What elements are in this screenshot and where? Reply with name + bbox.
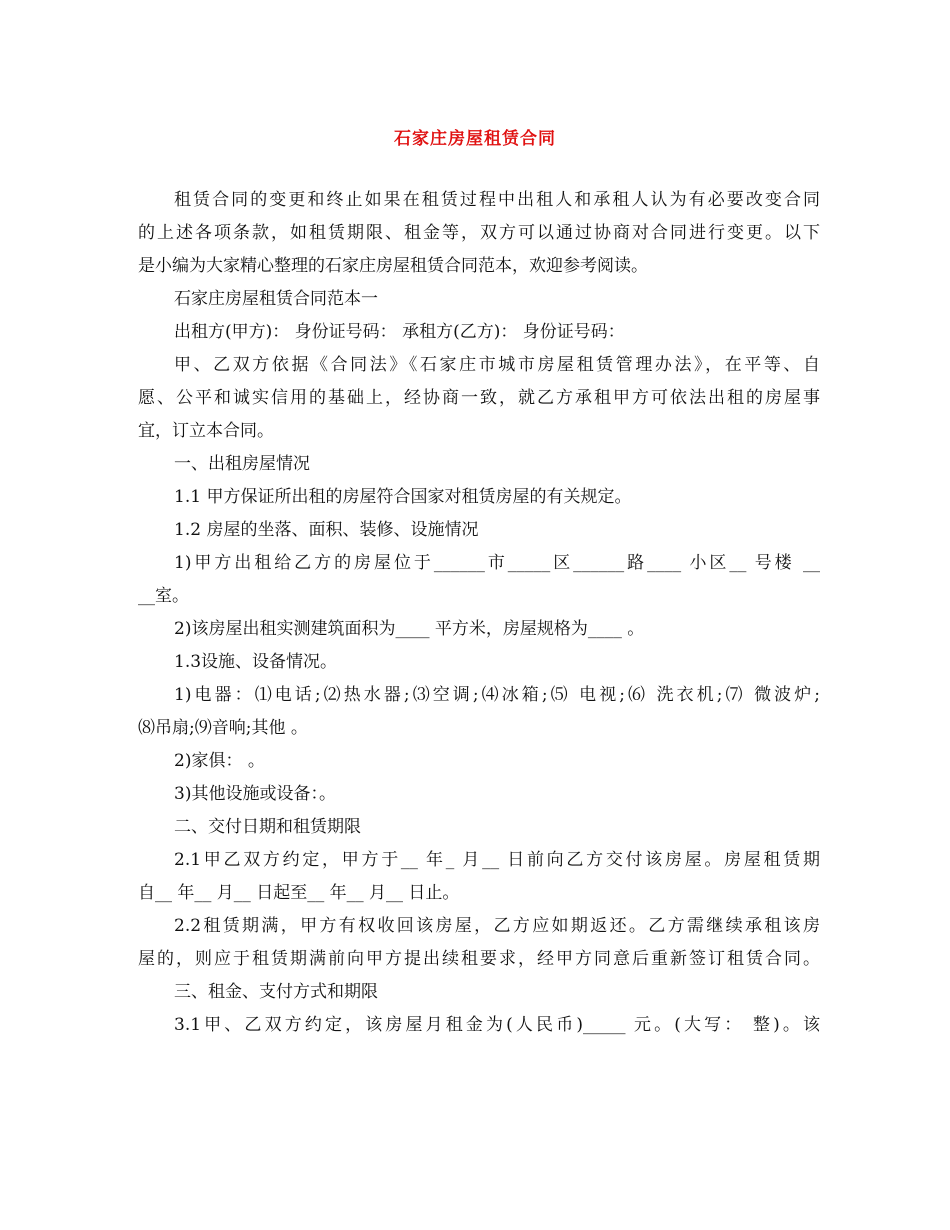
text-line: 租赁合同的变更和终止如果在租赁过程中出租人和承租人认为有必要改变合同 — [174, 190, 820, 210]
text-line: 是小编为大家精心整理的石家庄房屋租赁合同范本，欢迎参考阅读。 — [138, 256, 648, 276]
text-line: 2.2租赁期满，甲方有权收回该房屋，乙方应如期返还。乙方需继续承租该房 — [174, 916, 820, 936]
text-line: 2)该房屋出租实测建筑面积为____ 平方米，房屋规格为____ 。 — [174, 619, 645, 639]
text-line: 三、租金、支付方式和期限 — [174, 982, 378, 1002]
text-line: 2.1甲乙双方约定，甲方于__ 年_ 月__ 日前向乙方交付该房屋。房屋租赁期 — [174, 850, 820, 870]
text-line: 自__ 年__ 月__ 日起至__ 年__ 月__ 日止。 — [138, 883, 460, 903]
document-title: 石家庄房屋租赁合同 — [394, 129, 556, 149]
text-line: 愿、公平和诚实信用的基础上，经协商一致，就乙方承租甲方可依法出租的房屋事 — [138, 388, 820, 408]
text-line: 1)电器：⑴电话;⑵热水器;⑶空调;⑷冰箱;⑸ 电视;⑹ 洗衣机;⑺ 微波炉; — [174, 685, 820, 705]
document-body — [138, 184, 820, 1042]
text-line: 3)其他设施或设备：。 — [174, 784, 336, 804]
text-line: 二、交付日期和租赁期限 — [174, 817, 361, 837]
text-line: 1.3设施、设备情况。 — [174, 652, 338, 672]
text-line: 3.1甲、乙双方约定，该房屋月租金为(人民币)_____ 元。(大写： 整)。该 — [174, 1015, 820, 1035]
text-line: 1.2 房屋的坐落、面积、装修、设施情况 — [174, 520, 479, 540]
text-line: 甲、乙双方依据《合同法》《石家庄市城市房屋租赁管理办法》，在平等、自 — [174, 355, 820, 375]
text-line: 宜，订立本合同。 — [138, 421, 274, 441]
text-line: 1.1 甲方保证所出租的房屋符合国家对租赁房屋的有关规定。 — [174, 487, 632, 507]
text-line: 石家庄房屋租赁合同范本一 — [174, 289, 378, 309]
text-line: 的上述各项条款，如租赁期限、租金等，双方可以通过协商对合同进行变更。以下 — [138, 223, 820, 243]
text-line: __室。 — [138, 586, 189, 606]
text-line: ⑻吊扇;⑼音响;其他 。 — [138, 718, 308, 738]
text-line: 一、出租房屋情况 — [174, 454, 310, 474]
text-line: 1)甲方出租给乙方的房屋位于______市_____区______路____ 小区__ 号楼 __ — [174, 553, 820, 573]
text-line: 屋的，则应于租赁期满前向甲方提出续租要求，经甲方同意后重新签订租赁合同。 — [138, 949, 820, 969]
text-line: 出租方(甲方)： 身份证号码： 承租方(乙方)： 身份证号码： — [174, 322, 625, 342]
text-line: 2)家俱： 。 — [174, 751, 265, 771]
